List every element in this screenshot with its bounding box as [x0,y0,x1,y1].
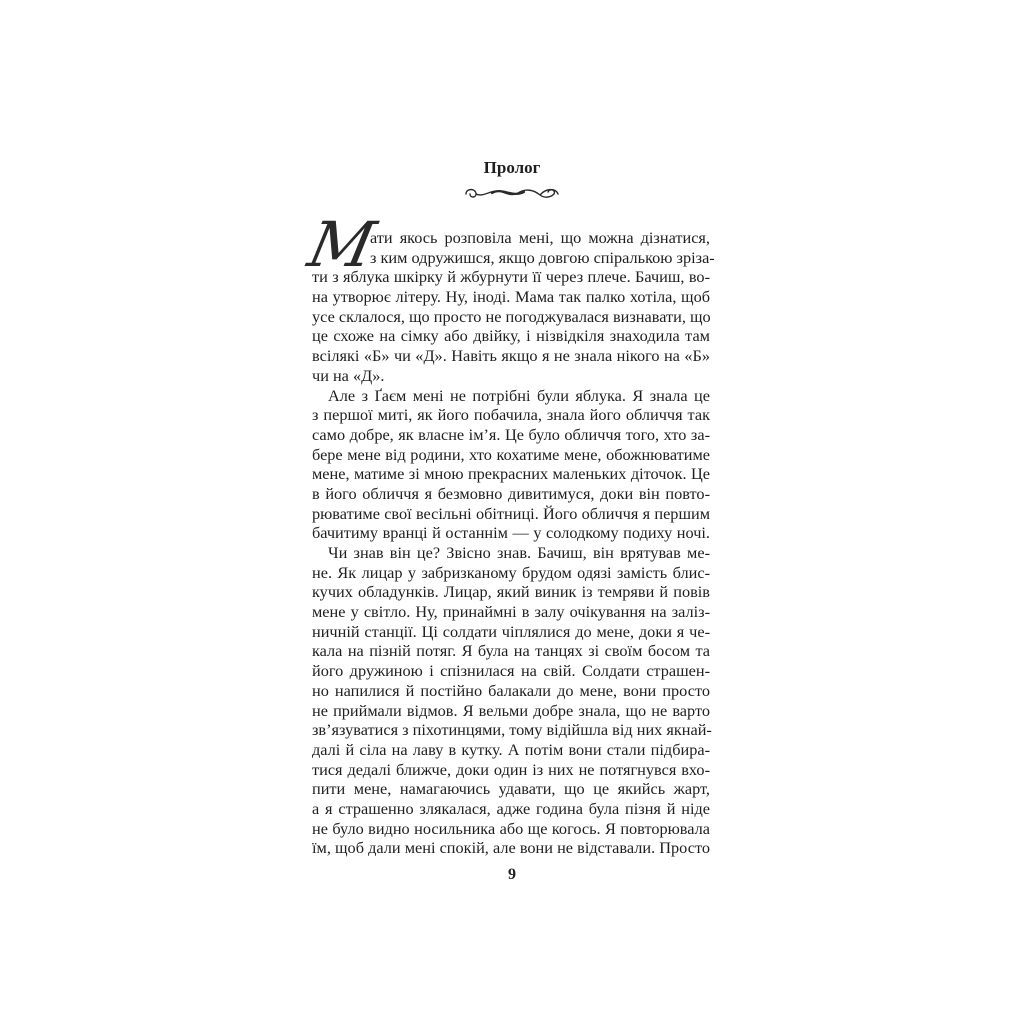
page-number: 9 [508,866,516,883]
text-line: з першої миті, як його побачила, знала його обличчя так [312,405,710,425]
text-line: а я страшенно злякалася, адже година була пізня й ніде [312,798,710,818]
text-line: в його обличчя я безмовно дивитимуся, доки він повто- [312,483,710,503]
text-line: само добре, як власне ім’я. Це було обличчя того, хто за- [312,424,710,444]
text-line: всілякі «Б» чи «Д». Навіть якщо я не знала нікого на «Б» [312,346,710,366]
text-line: ати якось розповіла мені, що можна дізнатися, [370,228,710,247]
body-text [302,208,715,858]
text-line: пити мене, намагаючись удавати, що це якийсь жарт, [312,779,710,799]
drop-cap: М [302,208,382,281]
text-line: це схоже на сімку або двійку, і нізвідкіля знаходила там [312,326,710,346]
ornament-flourish-icon [462,184,562,202]
text-line: кала на пізній потяг. Я була на танцях зі своїм босом та [312,641,710,661]
text-line: не приймали відмов. Я вельми добре знала, що не варто [312,700,710,720]
text-line: з ким одружишся, якщо довгою спіралькою зріза- [370,247,715,267]
text-line: рюватиме свої весільні обітниці. Його обличчя я першим [312,503,710,523]
paragraph [312,386,710,544]
text-line: їм, щоб дали мені спокій, але вони не відставали. Просто [312,838,710,858]
text-line: усе склалося, що просто не погоджувалася визнавати, що [312,306,711,326]
text-line: бачитиму вранці й останнім — у солодкому подиху ночі. [312,523,710,543]
text-line: мене, матиме зі мною прекрасних маленьких діточок. Це [312,464,710,484]
text-line: чи на «Д». [312,365,385,385]
text-line: кучих обладунків. Лицар, який виник із темряви й повів [312,582,710,602]
text-line: но напилися й постійно балакали до мене, вони просто [312,680,710,700]
text-line: бере мене від родини, хто кохатиме мене, обожнюватиме [312,444,710,464]
text-line: тися дедалі ближче, доки один із них не потягнувся вхо- [312,759,710,779]
text-line: не було видно носильника або ще когось. Я повторювала [312,818,710,838]
text-line: його дружиною і спізнилася на свій. Солдати страшен- [312,661,710,681]
text-line: далі й сіла на лаву в кутку. А потім вони стали підбира- [312,739,710,759]
text-line: зв’язуватися з піхотинцями, тому відійшла від них якнай- [312,720,712,740]
text-line: на утворює літеру. Ну, іноді. Мама так палко хотіла, щоб [312,287,710,307]
text-line: Чи знав він це? Звісно знав. Бачиш, він врятував ме- [328,543,710,562]
chapter-title: Пролог [483,158,541,177]
text-line: ти з яблука шкірку й жбурнути її через плече. Бачиш, во- [312,267,710,287]
text-line: Але з Ґаєм мені не потрібні були яблука. Я знала це [328,385,710,405]
text-line: не. Як лицар у забризканому брудом одязі замість блис- [312,562,710,582]
text-line: мене у світло. Ну, принаймні в залу очікування на заліз- [312,602,710,622]
text-line: ничній станції. Ці солдати чіплялися до мене, доки я че- [312,621,710,641]
paragraph [312,543,710,858]
